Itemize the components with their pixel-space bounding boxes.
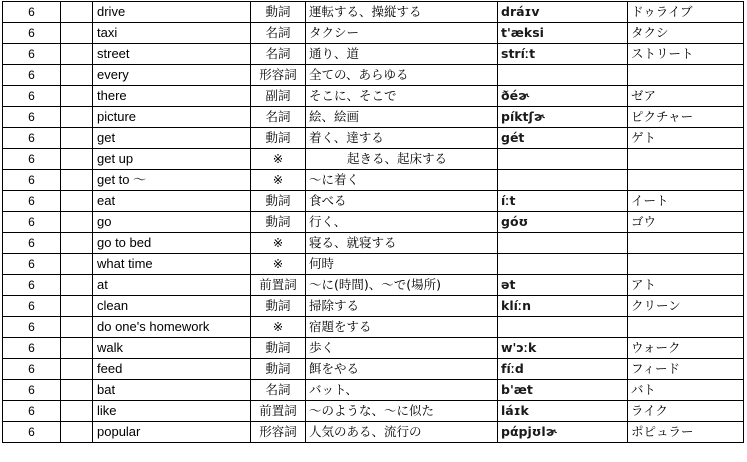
table-row	[3, 296, 744, 317]
english-word-cell[interactable]: street	[93, 44, 251, 65]
katakana-reading-cell[interactable]: ゼア	[628, 86, 744, 107]
japanese-meaning-cell[interactable]: 絵、絵画	[306, 107, 498, 128]
japanese-meaning-cell[interactable]: 〜に(時間)、〜で(場所)	[306, 275, 498, 296]
lesson-number-cell[interactable]: 6	[3, 44, 61, 65]
english-word-cell[interactable]: taxi	[93, 23, 251, 44]
part-of-speech-cell[interactable]: 動詞	[251, 191, 306, 212]
table-row	[3, 422, 744, 443]
part-of-speech-cell[interactable]: ※	[251, 233, 306, 254]
vocabulary-table	[2, 1, 744, 443]
blank-cell[interactable]	[61, 23, 93, 44]
japanese-meaning-cell[interactable]: 全ての、あらゆる	[306, 65, 498, 86]
katakana-reading-cell[interactable]	[628, 317, 744, 338]
katakana-reading-cell[interactable]: タクシ	[628, 23, 744, 44]
part-of-speech-cell[interactable]: 動詞	[251, 128, 306, 149]
blank-cell[interactable]	[61, 44, 93, 65]
part-of-speech-cell[interactable]: ※	[251, 170, 306, 191]
pronunciation-cell[interactable]: t'æksi	[498, 23, 628, 44]
blank-cell[interactable]	[61, 107, 93, 128]
blank-cell[interactable]	[61, 359, 93, 380]
part-of-speech-cell[interactable]: 名詞	[251, 44, 306, 65]
lesson-number-cell[interactable]: 6	[3, 191, 61, 212]
vocabulary-rows	[3, 2, 744, 443]
katakana-reading-cell[interactable]: ゲト	[628, 128, 744, 149]
pronunciation-cell[interactable]: ðéɚ	[498, 86, 628, 107]
pronunciation-cell[interactable]	[498, 65, 628, 86]
blank-cell[interactable]	[61, 254, 93, 275]
katakana-reading-cell[interactable]: クリーン	[628, 296, 744, 317]
blank-cell[interactable]	[61, 380, 93, 401]
pronunciation-cell[interactable]: stríːt	[498, 44, 628, 65]
japanese-meaning-cell[interactable]: 行く、	[306, 212, 498, 233]
blank-cell[interactable]	[61, 149, 93, 170]
table-row	[3, 401, 744, 422]
part-of-speech-cell[interactable]: 動詞	[251, 296, 306, 317]
pronunciation-cell[interactable]: pάpjʊlɚ	[498, 422, 628, 443]
lesson-number-cell[interactable]: 6	[3, 170, 61, 191]
lesson-number-cell[interactable]: 6	[3, 86, 61, 107]
pronunciation-cell[interactable]: klíːn	[498, 296, 628, 317]
pronunciation-cell[interactable]: láɪk	[498, 401, 628, 422]
english-word-cell[interactable]: walk	[93, 338, 251, 359]
part-of-speech-cell[interactable]: 副詞	[251, 86, 306, 107]
part-of-speech-cell[interactable]: 動詞	[251, 359, 306, 380]
table-row	[3, 44, 744, 65]
blank-cell[interactable]	[61, 296, 93, 317]
japanese-meaning-cell[interactable]: 何時	[306, 254, 498, 275]
english-word-cell[interactable]: at	[93, 275, 251, 296]
japanese-meaning-cell[interactable]: 食べる	[306, 191, 498, 212]
table-row	[3, 86, 744, 107]
japanese-meaning-cell[interactable]: 〜に着く	[306, 170, 498, 191]
japanese-meaning-cell[interactable]: 宿題をする	[306, 317, 498, 338]
table-row	[3, 380, 744, 401]
pronunciation-cell[interactable]	[498, 233, 628, 254]
english-word-cell[interactable]: popular	[93, 422, 251, 443]
table-row	[3, 191, 744, 212]
lesson-number-cell[interactable]: 6	[3, 233, 61, 254]
blank-cell[interactable]	[61, 65, 93, 86]
english-word-cell[interactable]: every	[93, 65, 251, 86]
pronunciation-cell[interactable]: b'æt	[498, 380, 628, 401]
katakana-reading-cell[interactable]: ポピュラー	[628, 422, 744, 443]
part-of-speech-cell[interactable]: 形容詞	[251, 422, 306, 443]
english-word-cell[interactable]: get to 〜	[93, 170, 251, 191]
pronunciation-cell[interactable]: íːt	[498, 191, 628, 212]
katakana-reading-cell[interactable]	[628, 254, 744, 275]
katakana-reading-cell[interactable]: バト	[628, 380, 744, 401]
lesson-number-cell[interactable]: 6	[3, 338, 61, 359]
part-of-speech-cell[interactable]: ※	[251, 317, 306, 338]
lesson-number-cell[interactable]: 6	[3, 23, 61, 44]
katakana-reading-cell[interactable]: イート	[628, 191, 744, 212]
english-word-cell[interactable]: get	[93, 128, 251, 149]
japanese-meaning-cell[interactable]: 起きる、起床する	[306, 149, 498, 170]
english-word-cell[interactable]: picture	[93, 107, 251, 128]
pronunciation-cell[interactable]	[498, 170, 628, 191]
table-row	[3, 149, 744, 170]
japanese-meaning-cell[interactable]: 着く、達する	[306, 128, 498, 149]
part-of-speech-cell[interactable]: 形容詞	[251, 65, 306, 86]
japanese-meaning-cell[interactable]: 運転する、操縦する	[306, 2, 498, 23]
lesson-number-cell[interactable]: 6	[3, 107, 61, 128]
part-of-speech-cell[interactable]: ※	[251, 149, 306, 170]
katakana-reading-cell[interactable]	[628, 149, 744, 170]
lesson-number-cell[interactable]: 6	[3, 317, 61, 338]
pronunciation-cell[interactable]: ət	[498, 275, 628, 296]
english-word-cell[interactable]: feed	[93, 359, 251, 380]
part-of-speech-cell[interactable]: 前置詞	[251, 275, 306, 296]
pronunciation-cell[interactable]: dráɪv	[498, 2, 628, 23]
japanese-meaning-cell[interactable]: タクシー	[306, 23, 498, 44]
table-row	[3, 275, 744, 296]
part-of-speech-cell[interactable]: 動詞	[251, 212, 306, 233]
part-of-speech-cell[interactable]: 動詞	[251, 338, 306, 359]
pronunciation-cell[interactable]: góʊ	[498, 212, 628, 233]
lesson-number-cell[interactable]: 6	[3, 359, 61, 380]
pronunciation-cell[interactable]: w'ɔːk	[498, 338, 628, 359]
katakana-reading-cell[interactable]	[628, 170, 744, 191]
blank-cell[interactable]	[61, 170, 93, 191]
english-word-cell[interactable]: go	[93, 212, 251, 233]
part-of-speech-cell[interactable]: 名詞	[251, 23, 306, 44]
english-word-cell[interactable]: clean	[93, 296, 251, 317]
part-of-speech-cell[interactable]: 名詞	[251, 107, 306, 128]
english-word-cell[interactable]: eat	[93, 191, 251, 212]
katakana-reading-cell[interactable]	[628, 233, 744, 254]
blank-cell[interactable]	[61, 191, 93, 212]
katakana-reading-cell[interactable]: ゴウ	[628, 212, 744, 233]
table-row	[3, 338, 744, 359]
blank-cell[interactable]	[61, 317, 93, 338]
katakana-reading-cell[interactable]: ライク	[628, 401, 744, 422]
japanese-meaning-cell[interactable]: バット、	[306, 380, 498, 401]
japanese-meaning-cell[interactable]: そこに、そこで	[306, 86, 498, 107]
part-of-speech-cell[interactable]: 前置詞	[251, 401, 306, 422]
lesson-number-cell[interactable]: 6	[3, 380, 61, 401]
katakana-reading-cell[interactable]: アト	[628, 275, 744, 296]
english-word-cell[interactable]: what time	[93, 254, 251, 275]
katakana-reading-cell[interactable]: ピクチャー	[628, 107, 744, 128]
katakana-reading-cell[interactable]: ウォーク	[628, 338, 744, 359]
blank-cell[interactable]	[61, 422, 93, 443]
katakana-reading-cell[interactable]: ストリート	[628, 44, 744, 65]
katakana-reading-cell[interactable]: フィード	[628, 359, 744, 380]
katakana-reading-cell[interactable]: ドゥライブ	[628, 2, 744, 23]
japanese-meaning-cell[interactable]: 掃除する	[306, 296, 498, 317]
table-row	[3, 23, 744, 44]
japanese-meaning-cell[interactable]: 寝る、就寝する	[306, 233, 498, 254]
english-word-cell[interactable]: get up	[93, 149, 251, 170]
table-row	[3, 2, 744, 23]
pronunciation-cell[interactable]: fíːd	[498, 359, 628, 380]
english-word-cell[interactable]: do one's homework	[93, 317, 251, 338]
table-row	[3, 254, 744, 275]
table-row	[3, 107, 744, 128]
japanese-meaning-cell[interactable]: 人気のある、流行の	[306, 422, 498, 443]
pronunciation-cell[interactable]	[498, 317, 628, 338]
lesson-number-cell[interactable]: 6	[3, 128, 61, 149]
table-row	[3, 170, 744, 191]
japanese-meaning-cell[interactable]: 歩く	[306, 338, 498, 359]
blank-cell[interactable]	[61, 275, 93, 296]
table-row	[3, 65, 744, 86]
part-of-speech-cell[interactable]: ※	[251, 254, 306, 275]
lesson-number-cell[interactable]: 6	[3, 254, 61, 275]
blank-cell[interactable]	[61, 212, 93, 233]
lesson-number-cell[interactable]: 6	[3, 422, 61, 443]
lesson-number-cell[interactable]: 6	[3, 149, 61, 170]
lesson-number-cell[interactable]: 6	[3, 212, 61, 233]
part-of-speech-cell[interactable]: 名詞	[251, 380, 306, 401]
blank-cell[interactable]	[61, 233, 93, 254]
table-row	[3, 359, 744, 380]
blank-cell[interactable]	[61, 86, 93, 107]
pronunciation-cell[interactable]	[498, 149, 628, 170]
lesson-number-cell[interactable]: 6	[3, 2, 61, 23]
table-row	[3, 233, 744, 254]
blank-cell[interactable]	[61, 338, 93, 359]
japanese-meaning-cell[interactable]: 通り、道	[306, 44, 498, 65]
katakana-reading-cell[interactable]	[628, 65, 744, 86]
lesson-number-cell[interactable]: 6	[3, 275, 61, 296]
english-word-cell[interactable]: there	[93, 86, 251, 107]
lesson-number-cell[interactable]: 6	[3, 401, 61, 422]
english-word-cell[interactable]: drive	[93, 2, 251, 23]
blank-cell[interactable]	[61, 2, 93, 23]
table-row	[3, 212, 744, 233]
blank-cell[interactable]	[61, 128, 93, 149]
lesson-number-cell[interactable]: 6	[3, 65, 61, 86]
japanese-meaning-cell[interactable]: 〜のような、〜に似た	[306, 401, 498, 422]
part-of-speech-cell[interactable]: 動詞	[251, 2, 306, 23]
english-word-cell[interactable]: like	[93, 401, 251, 422]
pronunciation-cell[interactable]	[498, 254, 628, 275]
table-row	[3, 128, 744, 149]
english-word-cell[interactable]: go to bed	[93, 233, 251, 254]
pronunciation-cell[interactable]: píktʃɚ	[498, 107, 628, 128]
japanese-meaning-cell[interactable]: 餌をやる	[306, 359, 498, 380]
pronunciation-cell[interactable]: gét	[498, 128, 628, 149]
lesson-number-cell[interactable]: 6	[3, 296, 61, 317]
english-word-cell[interactable]: bat	[93, 380, 251, 401]
blank-cell[interactable]	[61, 401, 93, 422]
table-row	[3, 317, 744, 338]
